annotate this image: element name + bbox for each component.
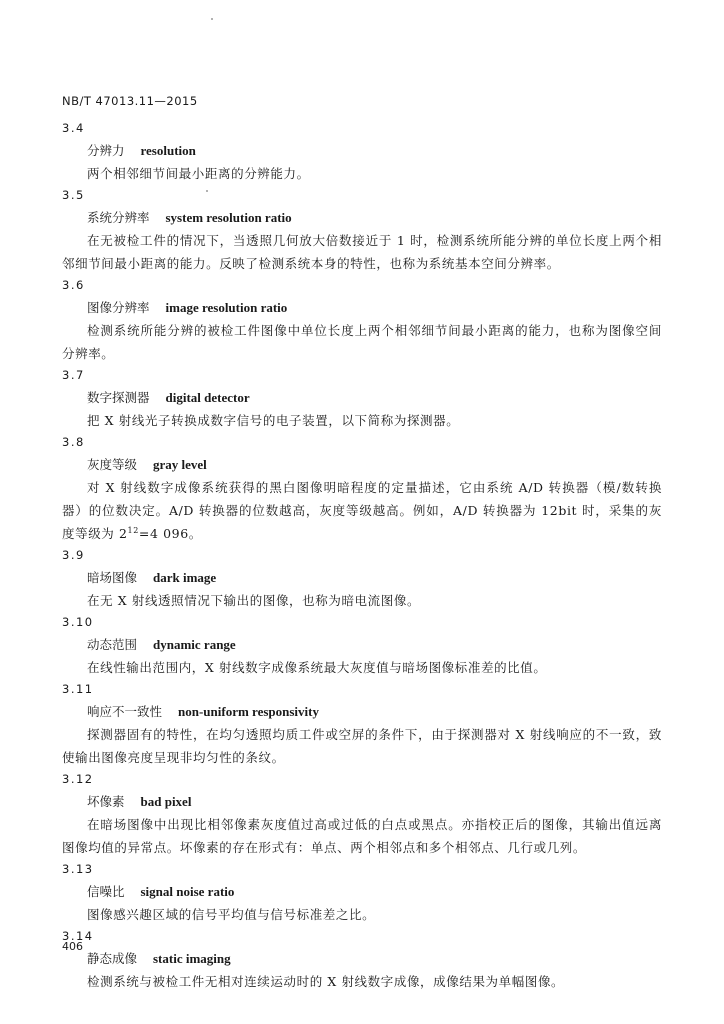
clause-number: 3.8 bbox=[62, 435, 85, 449]
term-english: image resolution ratio bbox=[165, 300, 288, 315]
definition-entry-3-10 bbox=[62, 612, 662, 679]
definition-entry-3-12 bbox=[62, 769, 662, 859]
term-definition: 在无 X 射线透照情况下输出的图像，也称为暗电流图像。 bbox=[87, 593, 421, 608]
definition-entry-3-13 bbox=[62, 859, 662, 926]
term-chinese: 分辨力 bbox=[87, 143, 125, 158]
term-definition bbox=[62, 476, 662, 545]
term-definition: 检测系统与被检工件无相对连续运动时的 X 射线数字成像，成像结果为单幅图像。 bbox=[87, 974, 565, 989]
exponent: 12 bbox=[127, 525, 139, 535]
definition-entry-3-6 bbox=[62, 275, 662, 365]
term-chinese: 图像分辨率 bbox=[87, 300, 150, 315]
term-english: gray level bbox=[153, 457, 207, 472]
term-line bbox=[62, 947, 662, 970]
clause-number: 3.10 bbox=[62, 615, 94, 629]
clause-number: 3.13 bbox=[62, 862, 94, 876]
definition-entry-3-4 bbox=[62, 118, 662, 185]
term-line bbox=[62, 633, 662, 656]
term-line bbox=[62, 296, 662, 319]
term-definition: 在暗场图像中出现比相邻像素灰度值过高或过低的白点或黑点。亦指校正后的图像，其输出值远离图像均值的异常点。坏像素的存在形式有：单点、两个相邻点和多个相邻点、几行或几列。 bbox=[62, 817, 662, 855]
term-chinese: 信噪比 bbox=[87, 884, 125, 899]
term-definition: 探测器固有的特性，在均匀透照均质工件或空屏的条件下，由于探测器对 X 射线响应的不一致，致使输出图像亮度呈现非均匀性的条纹。 bbox=[62, 727, 662, 765]
definition-text: 对 X 射线数字成像系统获得的黑白图像明暗程度的定量描述，它由系统 A/D 转换器（模/数转换器）的位数决定。A/D 转换器的位数越高，灰度等级越高。例如，A/D 转换器为 12bit 时，采集的灰度等级为 2 bbox=[62, 480, 662, 541]
term-definition: 把 X 射线光子转换成数字信号的电子装置，以下简称为探测器。 bbox=[87, 413, 460, 428]
clause-number: 3.11 bbox=[62, 682, 94, 696]
page-number: 406 bbox=[62, 940, 83, 953]
term-line bbox=[62, 700, 662, 723]
definition-entry-3-9 bbox=[62, 545, 662, 612]
term-english: static imaging bbox=[153, 951, 231, 966]
term-line bbox=[62, 386, 662, 409]
term-english: dynamic range bbox=[153, 637, 236, 652]
term-line bbox=[62, 206, 662, 229]
term-line bbox=[62, 880, 662, 903]
standard-number-header: NB/T 47013.11—2015 bbox=[62, 94, 198, 108]
clause-number: 3.9 bbox=[62, 548, 85, 562]
term-chinese: 暗场图像 bbox=[87, 570, 138, 585]
scan-speck bbox=[211, 18, 213, 20]
clause-number: 3.4 bbox=[62, 121, 85, 135]
clause-number: 3.14 bbox=[62, 929, 94, 943]
term-english: system resolution ratio bbox=[165, 210, 292, 225]
term-chinese: 数字探测器 bbox=[87, 390, 150, 405]
definition-entry-3-11 bbox=[62, 679, 662, 769]
clause-number: 3.7 bbox=[62, 368, 85, 382]
term-chinese: 静态成像 bbox=[87, 951, 138, 966]
term-definition: 图像感兴趣区域的信号平均值与信号标准差之比。 bbox=[87, 907, 376, 922]
definition-entry-3-7 bbox=[62, 365, 662, 432]
term-line bbox=[62, 790, 662, 813]
definition-entry-3-8 bbox=[62, 432, 662, 545]
clause-number: 3.6 bbox=[62, 278, 85, 292]
term-chinese: 系统分辨率 bbox=[87, 210, 150, 225]
term-line bbox=[62, 453, 662, 476]
term-line bbox=[62, 566, 662, 589]
term-line bbox=[62, 139, 662, 162]
term-definition: 检测系统所能分辨的被检工件图像中单位长度上两个相邻细节间最小距离的能力，也称为图像空间分辨率。 bbox=[62, 323, 662, 361]
term-chinese: 坏像素 bbox=[87, 794, 125, 809]
definition-text-end: =4 096。 bbox=[138, 526, 202, 541]
term-chinese: 响应不一致性 bbox=[87, 704, 163, 719]
definitions-list bbox=[62, 118, 662, 993]
clause-number: 3.12 bbox=[62, 772, 94, 786]
term-chinese: 灰度等级 bbox=[87, 457, 138, 472]
definition-entry-3-14 bbox=[62, 926, 662, 993]
term-english: dark image bbox=[153, 570, 217, 585]
term-english: non-uniform responsivity bbox=[178, 704, 319, 719]
clause-number: 3.5 bbox=[62, 188, 85, 202]
term-english: digital detector bbox=[165, 390, 250, 405]
term-english: bad pixel bbox=[140, 794, 192, 809]
term-english: resolution bbox=[140, 143, 196, 158]
term-definition: 在无被检工件的情况下，当透照几何放大倍数接近于 1 时，检测系统所能分辨的单位长度上两个相邻细节间最小距离的能力。反映了检测系统本身的特性，也称为系统基本空间分辨率。 bbox=[62, 233, 662, 271]
term-chinese: 动态范围 bbox=[87, 637, 138, 652]
term-definition: 在线性输出范围内，X 射线数字成像系统最大灰度值与暗场图像标准差的比值。 bbox=[87, 660, 547, 675]
definition-entry-3-5 bbox=[62, 185, 662, 275]
term-definition: 两个相邻细节间最小距离的分辨能力。 bbox=[87, 166, 310, 181]
term-english: signal noise ratio bbox=[140, 884, 235, 899]
